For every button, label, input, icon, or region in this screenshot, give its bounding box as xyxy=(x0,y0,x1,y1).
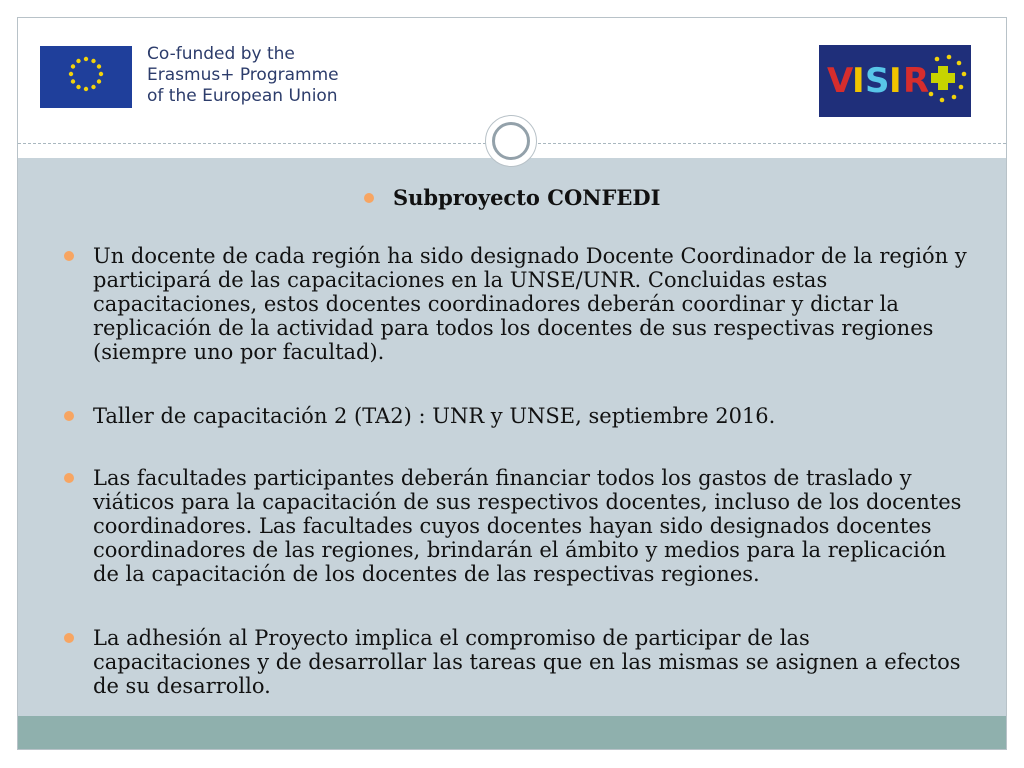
svg-text:R: R xyxy=(903,61,930,101)
bullet-item xyxy=(93,244,973,364)
svg-text:S: S xyxy=(865,61,890,101)
bullet-item xyxy=(93,626,973,698)
subproject-title-item xyxy=(393,186,813,210)
content-bullets xyxy=(18,18,1006,750)
bullet-text: Taller de capacitación 2 (TA2) : UNR y UNSE, septiembre 2016. xyxy=(93,404,776,428)
subproject-title: Subproyecto CONFEDI xyxy=(393,185,661,210)
bullet-dot-icon xyxy=(64,411,74,421)
eu-cofunding-line-2: Erasmus+ Programme xyxy=(147,65,339,85)
bullet-dot-icon xyxy=(364,193,374,203)
svg-text:I: I xyxy=(852,61,865,101)
bullet-text: Un docente de cada región ha sido designado Docente Coordinador de la región y participará de las capacitaciones en la UNSE/UNR. Concluidas estas capacitaciones, estos docentes coordinadores deberán coordinar y dictar la replicación de la actividad para todos los docentes de sus respectivas regiones (siempre uno por facultad). xyxy=(93,244,967,364)
bullet-text: Las facultades participantes deberán financiar todos los gastos de traslado y viáticos para la capacitación de sus respectivos docentes, incluso de los docentes coordinadores. Las facultades cuyos docentes hayan sido designados docentes coordinadores de las regiones, brindarán el ámbito y medios para la replicación de la capacitación de los docentes de las respectivas regiones. xyxy=(93,466,962,586)
bullet-text: La adhesión al Proyecto implica el compromiso de participar de las capacitaciones y de desarrollar las tareas que en las mismas se asignen a efectos de su desarrollo. xyxy=(93,626,961,698)
svg-text:V: V xyxy=(827,61,854,101)
bullet-item xyxy=(93,466,973,586)
bullet-dot-icon xyxy=(64,473,74,483)
slide-frame xyxy=(17,17,1007,750)
eu-cofunding-line-3: of the European Union xyxy=(147,86,338,106)
eu-cofunding-line-1: Co-funded by the xyxy=(147,44,295,64)
bullet-item xyxy=(93,404,973,428)
bullet-dot-icon xyxy=(64,633,74,643)
bullet-dot-icon xyxy=(64,251,74,261)
svg-text:I: I xyxy=(889,61,902,101)
